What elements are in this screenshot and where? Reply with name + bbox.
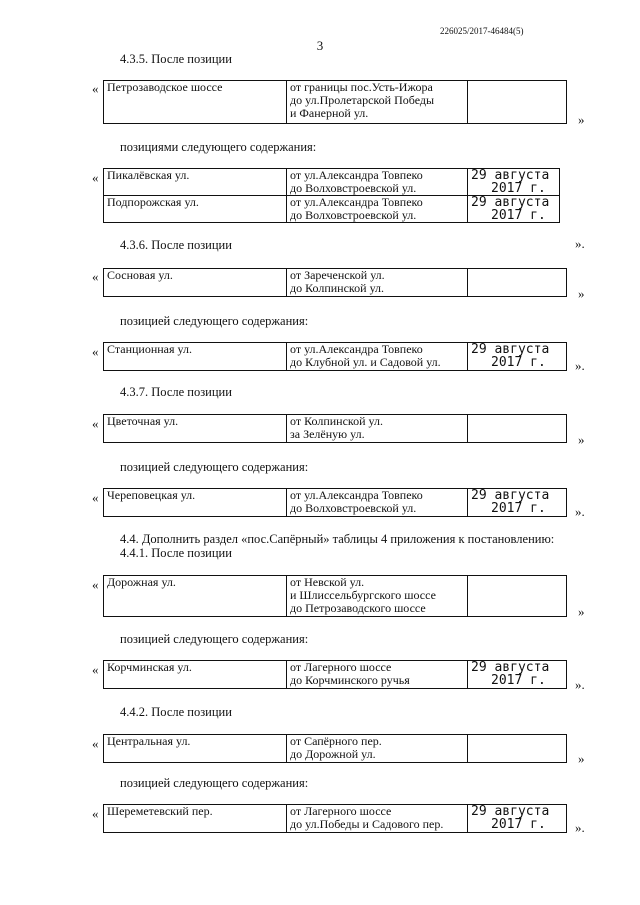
- section-heading: 4.4. Дополнить раздел «пос.Сапёрный» таблицы 4 приложения к постановлению:: [120, 532, 555, 546]
- street-table: [103, 168, 560, 223]
- open-quote: «: [92, 170, 99, 185]
- close-quote: ».: [575, 236, 585, 251]
- range-line: до Колпинской ул.: [290, 281, 385, 295]
- range-cell: [287, 169, 468, 196]
- document-id: 226025/2017-46484(5): [440, 26, 524, 36]
- street-name-cell: Дорожная ул.: [104, 576, 287, 617]
- open-quote: «: [92, 806, 99, 821]
- street-table: [103, 414, 567, 443]
- range-line: от Лагерного шоссе: [290, 804, 392, 818]
- street-name-cell: Пикалёвская ул.: [104, 169, 287, 196]
- date-cell: [468, 661, 567, 689]
- date-cell: [468, 489, 567, 517]
- table-row: [104, 805, 567, 833]
- range-line: до Корчминского ручья: [290, 673, 410, 687]
- date-cell: [468, 169, 560, 196]
- table-row: [104, 576, 567, 617]
- open-quote: «: [92, 269, 99, 284]
- close-quote: ».: [575, 677, 585, 692]
- street-name-cell: Цветочная ул.: [104, 415, 287, 443]
- range-line: от Невской ул.: [290, 575, 365, 589]
- date-day: 29 августа: [471, 168, 550, 183]
- range-cell: [287, 735, 468, 763]
- open-quote: «: [92, 490, 99, 505]
- close-quote: ».: [575, 358, 585, 373]
- street-table: [103, 342, 567, 371]
- date-cell: [468, 81, 567, 124]
- section-heading: 4.3.7. После позиции: [120, 385, 232, 399]
- range-line: до Петрозаводского шоссе: [290, 601, 426, 615]
- date-cell: [468, 735, 567, 763]
- close-quote: »: [578, 112, 585, 127]
- date-day: 29 августа: [471, 804, 550, 819]
- date-year: 2017 г.: [491, 355, 546, 370]
- table-row: [104, 196, 560, 223]
- close-quote: ».: [575, 820, 585, 835]
- street-name-cell: Петрозаводское шоссе: [104, 81, 287, 124]
- date-cell: [468, 576, 567, 617]
- date-year: 2017 г.: [491, 208, 546, 223]
- range-cell: [287, 269, 468, 297]
- range-line: от ул.Александра Товпеко: [290, 342, 423, 356]
- range-line: от Сапёрного пер.: [290, 734, 382, 748]
- close-quote: »: [578, 604, 585, 619]
- range-line: и Фанерной ул.: [290, 106, 369, 120]
- intro-phrase: позицией следующего содержания:: [120, 632, 309, 646]
- table-row: [104, 81, 567, 124]
- street-table: [103, 804, 567, 833]
- date-year: 2017 г.: [491, 501, 546, 516]
- date-day: 29 августа: [471, 195, 550, 210]
- street-name-cell: Центральная ул.: [104, 735, 287, 763]
- range-cell: [287, 81, 468, 124]
- street-table: [103, 488, 567, 517]
- close-quote: »: [578, 286, 585, 301]
- street-name-cell: Корчминская ул.: [104, 661, 287, 689]
- range-cell: [287, 576, 468, 617]
- range-line: от ул.Александра Товпеко: [290, 168, 423, 182]
- date-cell: [468, 196, 560, 223]
- date-year: 2017 г.: [491, 181, 546, 196]
- date-day: 29 августа: [471, 660, 550, 675]
- range-line: от Колпинской ул.: [290, 414, 384, 428]
- range-line: и Шлиссельбургского шоссе: [290, 588, 436, 602]
- range-cell: [287, 489, 468, 517]
- range-line: до Клубной ул. и Садовой ул.: [290, 355, 441, 369]
- open-quote: «: [92, 416, 99, 431]
- table-row: [104, 415, 567, 443]
- street-name-cell: Подпорожская ул.: [104, 196, 287, 223]
- intro-phrase: позицией следующего содержания:: [120, 314, 309, 328]
- range-line: до Волховстроевской ул.: [290, 501, 417, 515]
- table-row: [104, 169, 560, 196]
- range-line: от Зареченской ул.: [290, 268, 385, 282]
- section-heading: 4.3.5. После позиции: [120, 52, 232, 66]
- close-quote: »: [578, 751, 585, 766]
- date-year: 2017 г.: [491, 817, 546, 832]
- date-year: 2017 г.: [491, 673, 546, 688]
- section-heading: 4.4.1. После позиции: [120, 546, 232, 560]
- range-cell: [287, 661, 468, 689]
- open-quote: «: [92, 662, 99, 677]
- date-day: 29 августа: [471, 342, 550, 357]
- range-line: от ул.Александра Товпеко: [290, 488, 423, 502]
- street-table: [103, 575, 567, 617]
- date-cell: [468, 415, 567, 443]
- street-table: [103, 80, 567, 124]
- range-line: от ул.Александра Товпеко: [290, 195, 423, 209]
- street-name-cell: Шереметевский пер.: [104, 805, 287, 833]
- table-row: [104, 735, 567, 763]
- range-line: от границы пос.Усть-Ижора: [290, 80, 433, 94]
- range-line: до Волховстроевской ул.: [290, 181, 417, 195]
- date-cell: [468, 805, 567, 833]
- street-name-cell: Станционная ул.: [104, 343, 287, 371]
- street-table: [103, 660, 567, 689]
- range-line: до ул.Победы и Садового пер.: [290, 817, 444, 831]
- section-heading: 4.3.6. После позиции: [120, 238, 232, 252]
- range-line: до Дорожной ул.: [290, 747, 376, 761]
- street-name-cell: Череповецкая ул.: [104, 489, 287, 517]
- open-quote: «: [92, 344, 99, 359]
- table-row: [104, 343, 567, 371]
- range-line: от Лагерного шоссе: [290, 660, 392, 674]
- range-cell: [287, 196, 468, 223]
- street-table: [103, 734, 567, 763]
- date-cell: [468, 343, 567, 371]
- range-line: за Зелёную ул.: [290, 427, 365, 441]
- intro-phrase: позицией следующего содержания:: [120, 460, 309, 474]
- close-quote: »: [578, 432, 585, 447]
- open-quote: «: [92, 81, 99, 96]
- range-cell: [287, 805, 468, 833]
- date-cell: [468, 269, 567, 297]
- date-day: 29 августа: [471, 488, 550, 503]
- intro-phrase: позицией следующего содержания:: [120, 776, 309, 790]
- open-quote: «: [92, 736, 99, 751]
- range-line: до ул.Пролетарской Победы: [290, 93, 435, 107]
- page-number: 3: [316, 38, 324, 53]
- table-row: [104, 269, 567, 297]
- open-quote: «: [92, 577, 99, 592]
- section-heading: 4.4.2. После позиции: [120, 705, 232, 719]
- table-row: [104, 661, 567, 689]
- street-name-cell: Сосновая ул.: [104, 269, 287, 297]
- range-cell: [287, 343, 468, 371]
- range-cell: [287, 415, 468, 443]
- table-row: [104, 489, 567, 517]
- range-line: до Волховстроевской ул.: [290, 208, 417, 222]
- intro-phrase: позициями следующего содержания:: [120, 140, 317, 154]
- street-table: [103, 268, 567, 297]
- close-quote: ».: [575, 504, 585, 519]
